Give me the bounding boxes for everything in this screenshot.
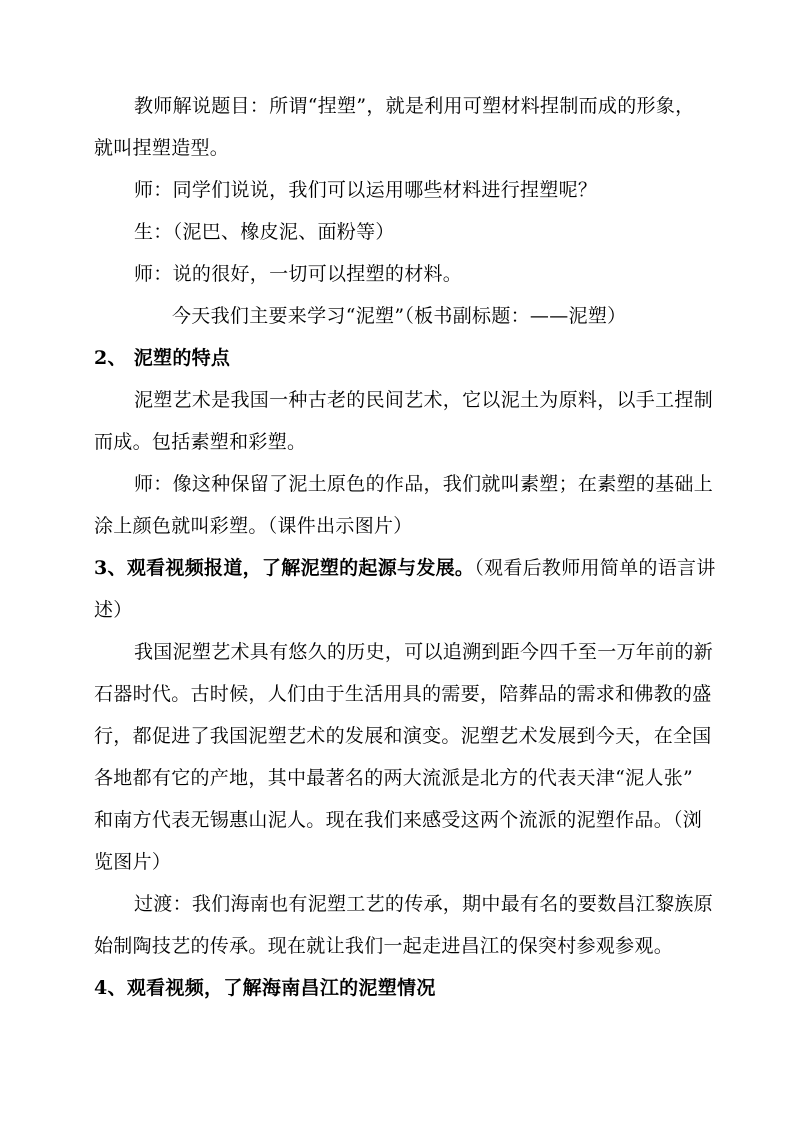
paragraph-line: 述） <box>94 599 133 621</box>
paragraph-line: 始制陶技艺的传承。现在就让我们一起走进昌江的保突村参观参观。 <box>94 935 674 957</box>
paragraph-line: 泥塑艺术是我国一种古老的民间艺术，它以泥土为原料，以手工捏制 <box>134 389 714 411</box>
paragraph-line: 生：（泥巴、橡皮泥、面粉等） <box>134 221 395 243</box>
paragraph-text: （观看后教师用简单的语言讲 <box>474 557 716 579</box>
paragraph-line: 览图片） <box>94 851 172 873</box>
section-heading: 3、观看视频报道，了解泥塑的起源与发展。 <box>94 557 475 579</box>
paragraph-line: 师：说的很好，一切可以捏塑的材料。 <box>134 263 463 285</box>
paragraph-line: 教师解说题目：所谓“捏塑”，就是利用可塑材料捏制而成的形象， <box>134 95 695 117</box>
section-heading-line <box>94 556 716 580</box>
paragraph-line: 我国泥塑艺术具有悠久的历史，可以追溯到距今四千至一万年前的新 <box>134 641 714 663</box>
section-heading: 4、观看视频，了解海南昌江的泥塑情况 <box>94 977 436 999</box>
section-heading: 2、 泥塑的特点 <box>94 347 231 369</box>
paragraph-line: 而成。包括素塑和彩塑。 <box>94 431 307 453</box>
paragraph-line: 今天我们主要来学习“泥塑”（板书副标题：——泥塑） <box>172 305 627 327</box>
paragraph-line: 就叫捏塑造型。 <box>94 137 230 159</box>
paragraph-line: 行，都促进了我国泥塑艺术的发展和演变。泥塑艺术发展到今天，在全国 <box>94 725 712 747</box>
paragraph-line: 过渡：我们海南也有泥塑工艺的传承，期中最有名的要数昌江黎族原 <box>134 893 714 915</box>
paragraph-line: 涂上颜色就叫彩塑。（课件出示图片） <box>94 515 413 537</box>
paragraph-line: 石器时代。古时候，人们由于生活用具的需要，陪葬品的需求和佛教的盛 <box>94 683 712 705</box>
paragraph-line: 师：像这种保留了泥土原色的作品，我们就叫素塑；在素塑的基础上 <box>134 473 714 495</box>
paragraph-line: 和南方代表无锡惠山泥人。现在我们来感受这两个流派的泥塑作品。（浏 <box>94 809 703 831</box>
paragraph-line: 师：同学们说说，我们可以运用哪些材料进行捏塑呢？ <box>134 179 598 201</box>
paragraph-line: 各地都有它的产地，其中最著名的两大流派是北方的代表天津“泥人张” <box>94 767 694 789</box>
